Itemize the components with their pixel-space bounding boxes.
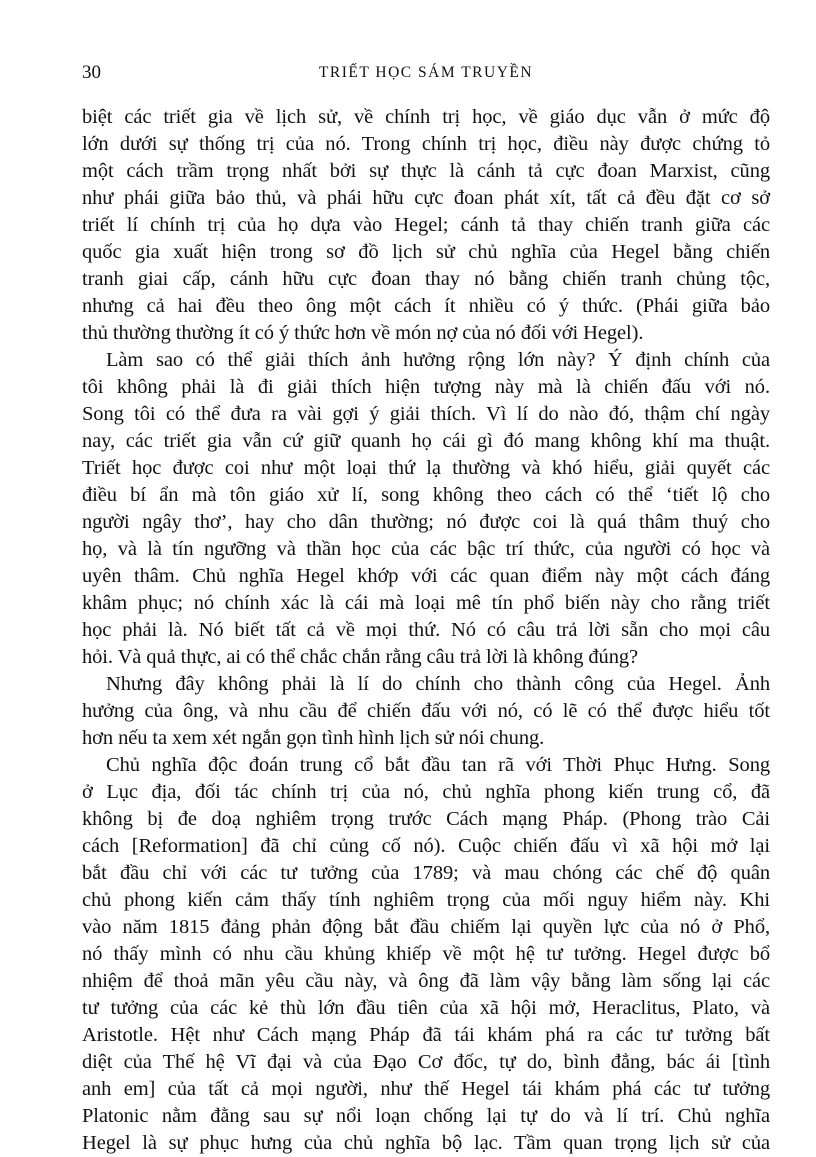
text-line: Song tôi có thể đưa ra vài gợi ý giải thích. Vì lí do nào đó, thậm chí ngày (82, 403, 770, 425)
book-page (82, 58, 770, 1157)
text-line: Làm sao có thể giải thích ảnh hưởng rộng lớn này? Ý định chính của (106, 349, 770, 371)
text-line: không bị đe doạ nghiêm trọng trước Cách mạng Pháp. (Phong trào Cải (82, 808, 770, 830)
text-line: tôi không phải là đi giải thích hiện tượng này mà là chiến đấu với nó. (82, 376, 770, 398)
text-line: Platonic nằm đằng sau sự nổi loạn chống lại tự do và lí trí. Chủ nghĩa (82, 1105, 770, 1127)
text-line: họ, và là tín ngưỡng và thần học của các bậc trí thức, của người có học và (82, 538, 770, 560)
text-line: diệt của Thế hệ Vĩ đại và của Đạo Cơ đốc, tự do, bình đẳng, bác ái [tình (82, 1051, 770, 1073)
text-line: anh em] của tất cả mọi người, như thế Hegel tái khám phá các tư tưởng (82, 1078, 770, 1100)
text-line: tranh giai cấp, cánh hữu cực đoan thay nó bằng chiến tranh chủng tộc, (82, 268, 770, 290)
text-line: Hegel là sự phục hưng của chủ nghĩa bộ lạc. Tầm quan trọng lịch sử của (82, 1132, 770, 1154)
text-line: điều bí ẩn mà tôn giáo xử lí, song không theo cách có thể ‘tiết lộ cho (82, 484, 770, 506)
text-line: ở Lục địa, đối tác chính trị của nó, chủ nghĩa phong kiến trung cổ, đã (82, 781, 770, 803)
text-line: một cách trầm trọng nhất bởi sự thực là cánh tả cực đoan Marxist, cũng (82, 160, 770, 182)
running-title: TRIẾT HỌC SÁM TRUYỀN (318, 64, 534, 81)
text-line: nhưng cả hai đều theo ông một cách ít nhiều có ý thức. (Phái giữa bảo (82, 295, 770, 317)
page-number: 30 (82, 62, 101, 83)
text-line: học phải là. Nó biết tất cả về mọi thứ. Nó có câu trả lời sẵn cho mọi câu (82, 619, 770, 641)
text-line: Triết học được coi như một loại thứ lạ thường và khó hiểu, giải quyết các (82, 457, 770, 479)
text-line: nó thấy mình có nhu cầu khủng khiếp về một hệ tư tưởng. Hegel được bổ (82, 943, 770, 965)
page-header (82, 58, 770, 88)
text-line: như phái giữa bảo thủ, và phái hữu cực đoan phát xít, tất cả đều đặt cơ sở (82, 187, 770, 209)
text-line: hưởng của ông, và nhu cầu để chiến đấu với nó, có lẽ có thể được hiểu tốt (82, 700, 770, 722)
text-line: uyên thâm. Chủ nghĩa Hegel khớp với các quan điểm này một cách đáng (82, 565, 770, 587)
text-line: vào năm 1815 đảng phản động bắt đầu chiếm lại quyền lực của nó ở Phổ, (82, 916, 770, 938)
text-line: triết lí chính trị của họ dựa vào Hegel; cánh tả thay chiến tranh giữa các (82, 214, 770, 236)
text-line: hơn nếu ta xem xét ngắn gọn tình hình lịch sử nói chung. (82, 727, 545, 749)
text-line: nhiệm để thoả mãn yêu cầu này, và ông đã làm vậy bằng làm sống lại các (82, 970, 770, 992)
text-line: lớn dưới sự thống trị của nó. Trong chính trị học, điều này được chứng tỏ (82, 133, 770, 155)
text-line: bắt đầu chỉ với các tư tưởng của 1789; và mau chóng các chế độ quân (82, 862, 770, 884)
text-line: khâm phục; nó chính xác là cái mà loại mê tín phổ biến này cho rằng triết (82, 592, 770, 614)
text-line: hỏi. Và quả thực, ai có thể chắc chắn rằng câu trả lời là không đúng? (82, 646, 639, 668)
text-line: quốc gia xuất hiện trong sơ đồ lịch sử chủ nghĩa của Hegel bằng chiến (82, 241, 770, 263)
text-line: tư tưởng của các kẻ thù lớn đầu tiên của xã hội mở, Heraclitus, Plato, và (82, 997, 770, 1019)
text-line: chủ phong kiến cảm thấy tính nghiêm trọng của mối nguy hiểm này. Khi (82, 889, 770, 911)
body-text (82, 104, 770, 1157)
text-line: cách [Reformation] đã chỉ củng cố nó). Cuộc chiến đấu vì xã hội mở lại (82, 835, 770, 857)
text-line: nay, các triết gia vẫn cứ giữ quanh họ cái gì đó mang không khí ma thuật. (82, 430, 770, 452)
text-line: Aristotle. Hệt như Cách mạng Pháp đã tái khám phá ra các tư tưởng bất (82, 1024, 770, 1046)
text-line: Nhưng đây không phải là lí do chính cho thành công của Hegel. Ảnh (106, 673, 770, 695)
text-line: Chủ nghĩa độc đoán trung cổ bắt đầu tan rã với Thời Phục Hưng. Song (106, 754, 770, 776)
text-line: thủ thường thường ít có ý thức hơn về món nợ của nó đối với Hegel). (82, 322, 644, 344)
text-line: biệt các triết gia về lịch sử, về chính trị học, về giáo dục vẫn ở mức độ (82, 106, 770, 128)
text-line: người ngây thơ’, hay cho dân thường; nó được coi là quá thâm thuý cho (82, 511, 770, 533)
